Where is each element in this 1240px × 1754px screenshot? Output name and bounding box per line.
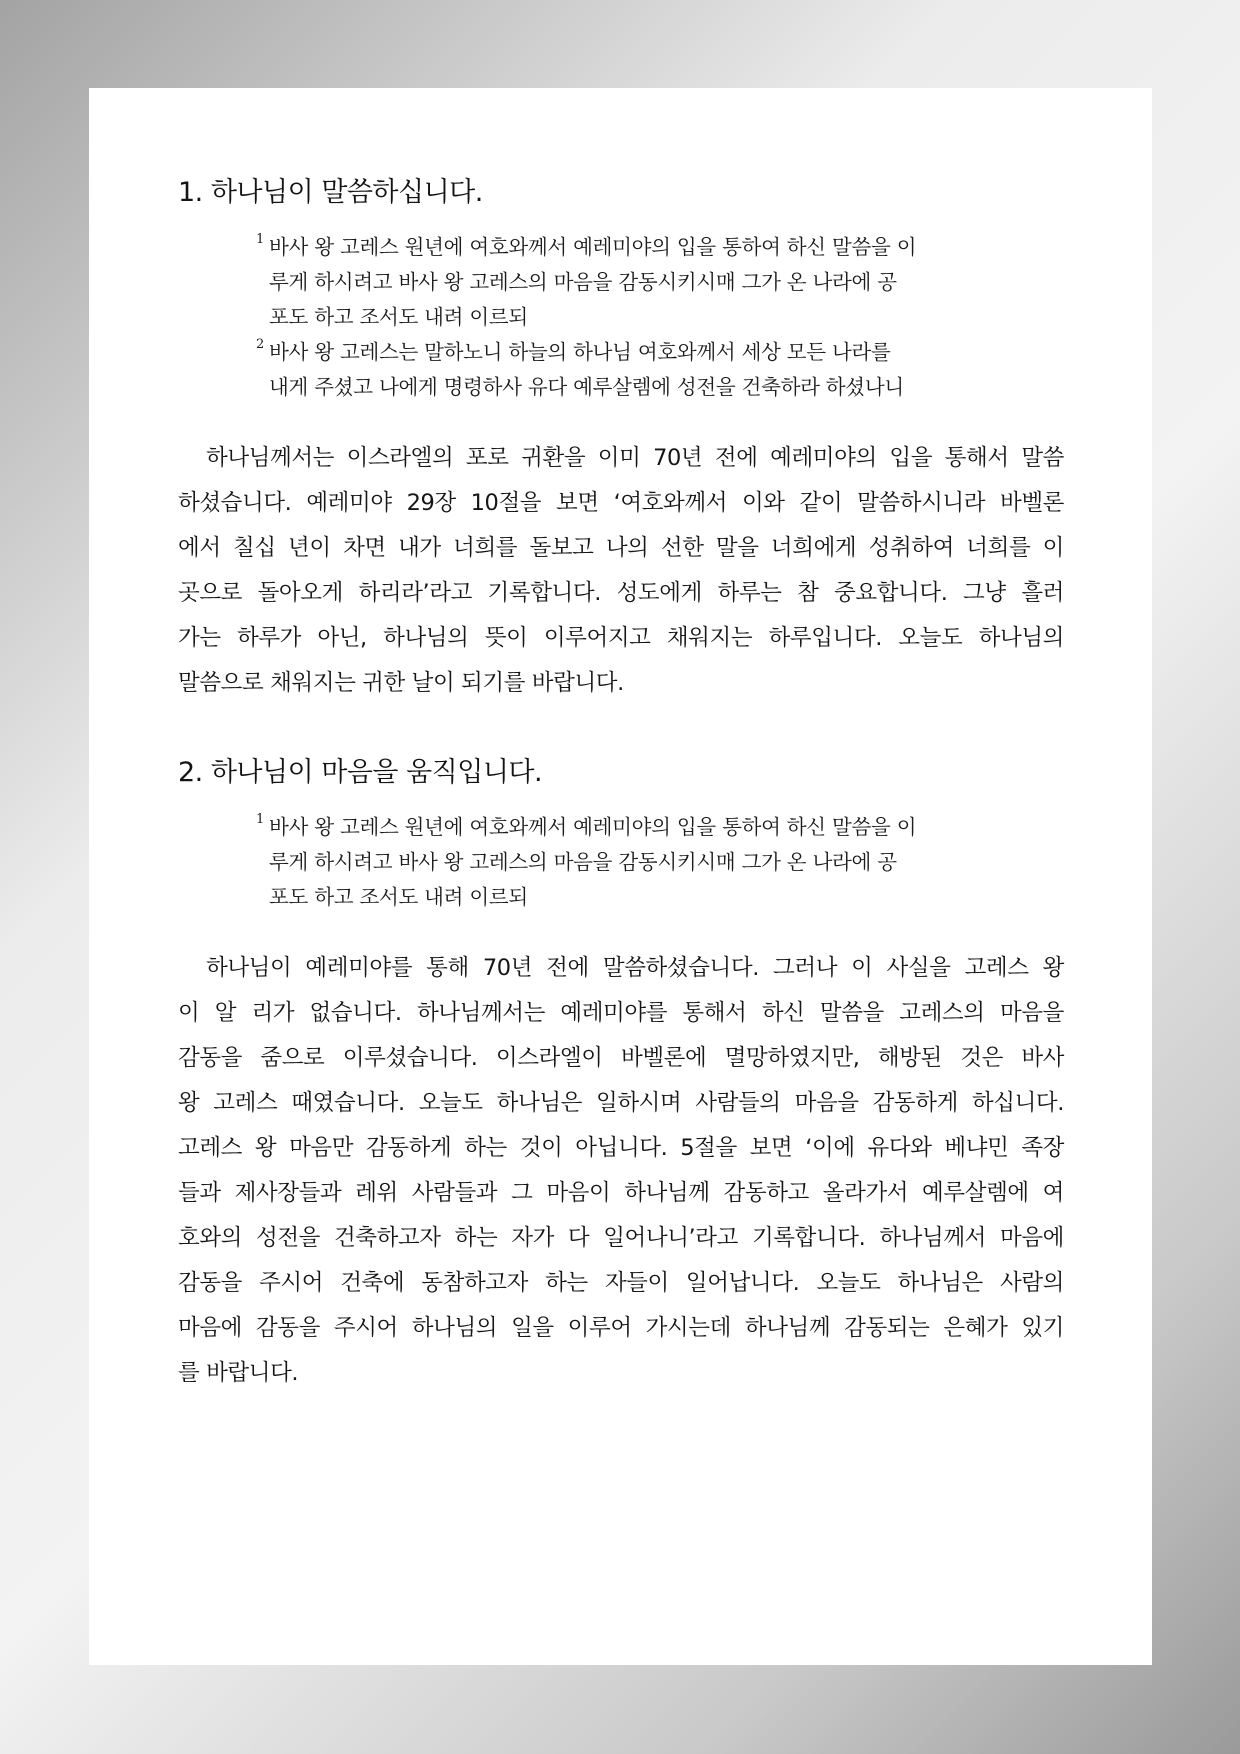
body-paragraph (178, 436, 1064, 706)
section-1 (178, 173, 1064, 706)
verse-line: 루게 하시려고 바사 왕 고레스의 마음을 감동시키시매 그가 온 나라에 공 (269, 270, 897, 294)
verse (256, 230, 996, 335)
verse-line: 내게 주셨고 나에게 명령하사 유다 예루살렘에 성전을 건축하라 하셨나니 (269, 375, 904, 399)
paragraph-line: 이 알 리가 없습니다. 하나님께서는 예레미야를 통해서 하신 말씀을 고레스의 마음을 (178, 1000, 1064, 1026)
verse-line: 바사 왕 고레스 원년에 여호와께서 예레미야의 입을 통하여 하신 말씀을 이 (269, 235, 917, 259)
verse-number: 1 (256, 812, 264, 827)
verse-line: 바사 왕 고레스 원년에 여호와께서 예레미야의 입을 통하여 하신 말씀을 이 (269, 815, 917, 839)
section-2 (178, 753, 1064, 1396)
paragraph-line: 감동을 줌으로 이루셨습니다. 이스라엘이 바벨론에 멸망하였지만, 해방된 것은 바사 (178, 1045, 1064, 1071)
verse-number: 2 (256, 337, 264, 352)
paragraph-line: 하셨습니다. 예레미야 29장 10절을 보면 ‘여호와께서 이와 같이 말씀하시니라 바벨론 (178, 490, 1064, 516)
document-page (89, 88, 1152, 1665)
paragraph-line: 에서 칠십 년이 차면 내가 너희를 돌보고 나의 선한 말을 너희에게 성취하여 너희를 이 (178, 535, 1064, 561)
scripture-quote (256, 230, 996, 405)
verse-line: 바사 왕 고레스는 말하노니 하늘의 하나님 여호와께서 세상 모든 나라를 (269, 340, 891, 364)
paragraph-line: 를 바랍니다. (178, 1360, 299, 1386)
paragraph-line: 말씀으로 채워지는 귀한 날이 되기를 바랍니다. (178, 670, 624, 696)
section-title: 2. 하나님이 마음을 움직입니다. (178, 757, 543, 788)
verse-line: 포도 하고 조서도 내려 이르되 (269, 885, 528, 909)
verse-line: 포도 하고 조서도 내려 이르되 (269, 305, 528, 329)
paragraph-line: 왕 고레스 때였습니다. 오늘도 하나님은 일하시며 사람들의 마음을 감동하게 하십니다. (178, 1090, 1064, 1116)
verse-line: 루게 하시려고 바사 왕 고레스의 마음을 감동시키시매 그가 온 나라에 공 (269, 850, 897, 874)
paragraph-line: 마음에 감동을 주시어 하나님의 일을 이루어 가시는데 하나님께 감동되는 은혜가 있기 (178, 1315, 1064, 1341)
paragraph-line: 가는 하루가 아닌, 하나님의 뜻이 이루어지고 채워지는 하루입니다. 오늘도 하나님의 (178, 625, 1064, 651)
paragraph-line: 하나님이 예레미야를 통해 70년 전에 말씀하셨습니다. 그러나 이 사실을 고레스 왕 (206, 955, 1064, 981)
paragraph-line: 들과 제사장들과 레위 사람들과 그 마음이 하나님께 감동하고 올라가서 예루살렘에 여 (178, 1180, 1064, 1206)
body-paragraph (178, 946, 1064, 1396)
verse (256, 335, 996, 405)
verse (256, 810, 996, 915)
section-title: 1. 하나님이 말씀하십니다. (178, 177, 483, 208)
scripture-quote (256, 810, 996, 915)
verse-number: 1 (256, 232, 264, 247)
paragraph-line: 고레스 왕 마음만 감동하게 하는 것이 아닙니다. 5절을 보면 ‘이에 유다와 베냐민 족장 (178, 1135, 1064, 1161)
paragraph-line: 하나님께서는 이스라엘의 포로 귀환을 이미 70년 전에 예레미야의 입을 통해서 말씀 (206, 445, 1064, 471)
paragraph-line: 곳으로 돌아오게 하리라’라고 기록합니다. 성도에게 하루는 참 중요합니다. 그냥 흘러 (178, 580, 1064, 606)
paragraph-line: 호와의 성전을 건축하고자 하는 자가 다 일어나니’라고 기록합니다. 하나님께서 마음에 (178, 1225, 1064, 1251)
paragraph-line: 감동을 주시어 건축에 동참하고자 하는 자들이 일어납니다. 오늘도 하나님은 사람의 (178, 1270, 1064, 1296)
